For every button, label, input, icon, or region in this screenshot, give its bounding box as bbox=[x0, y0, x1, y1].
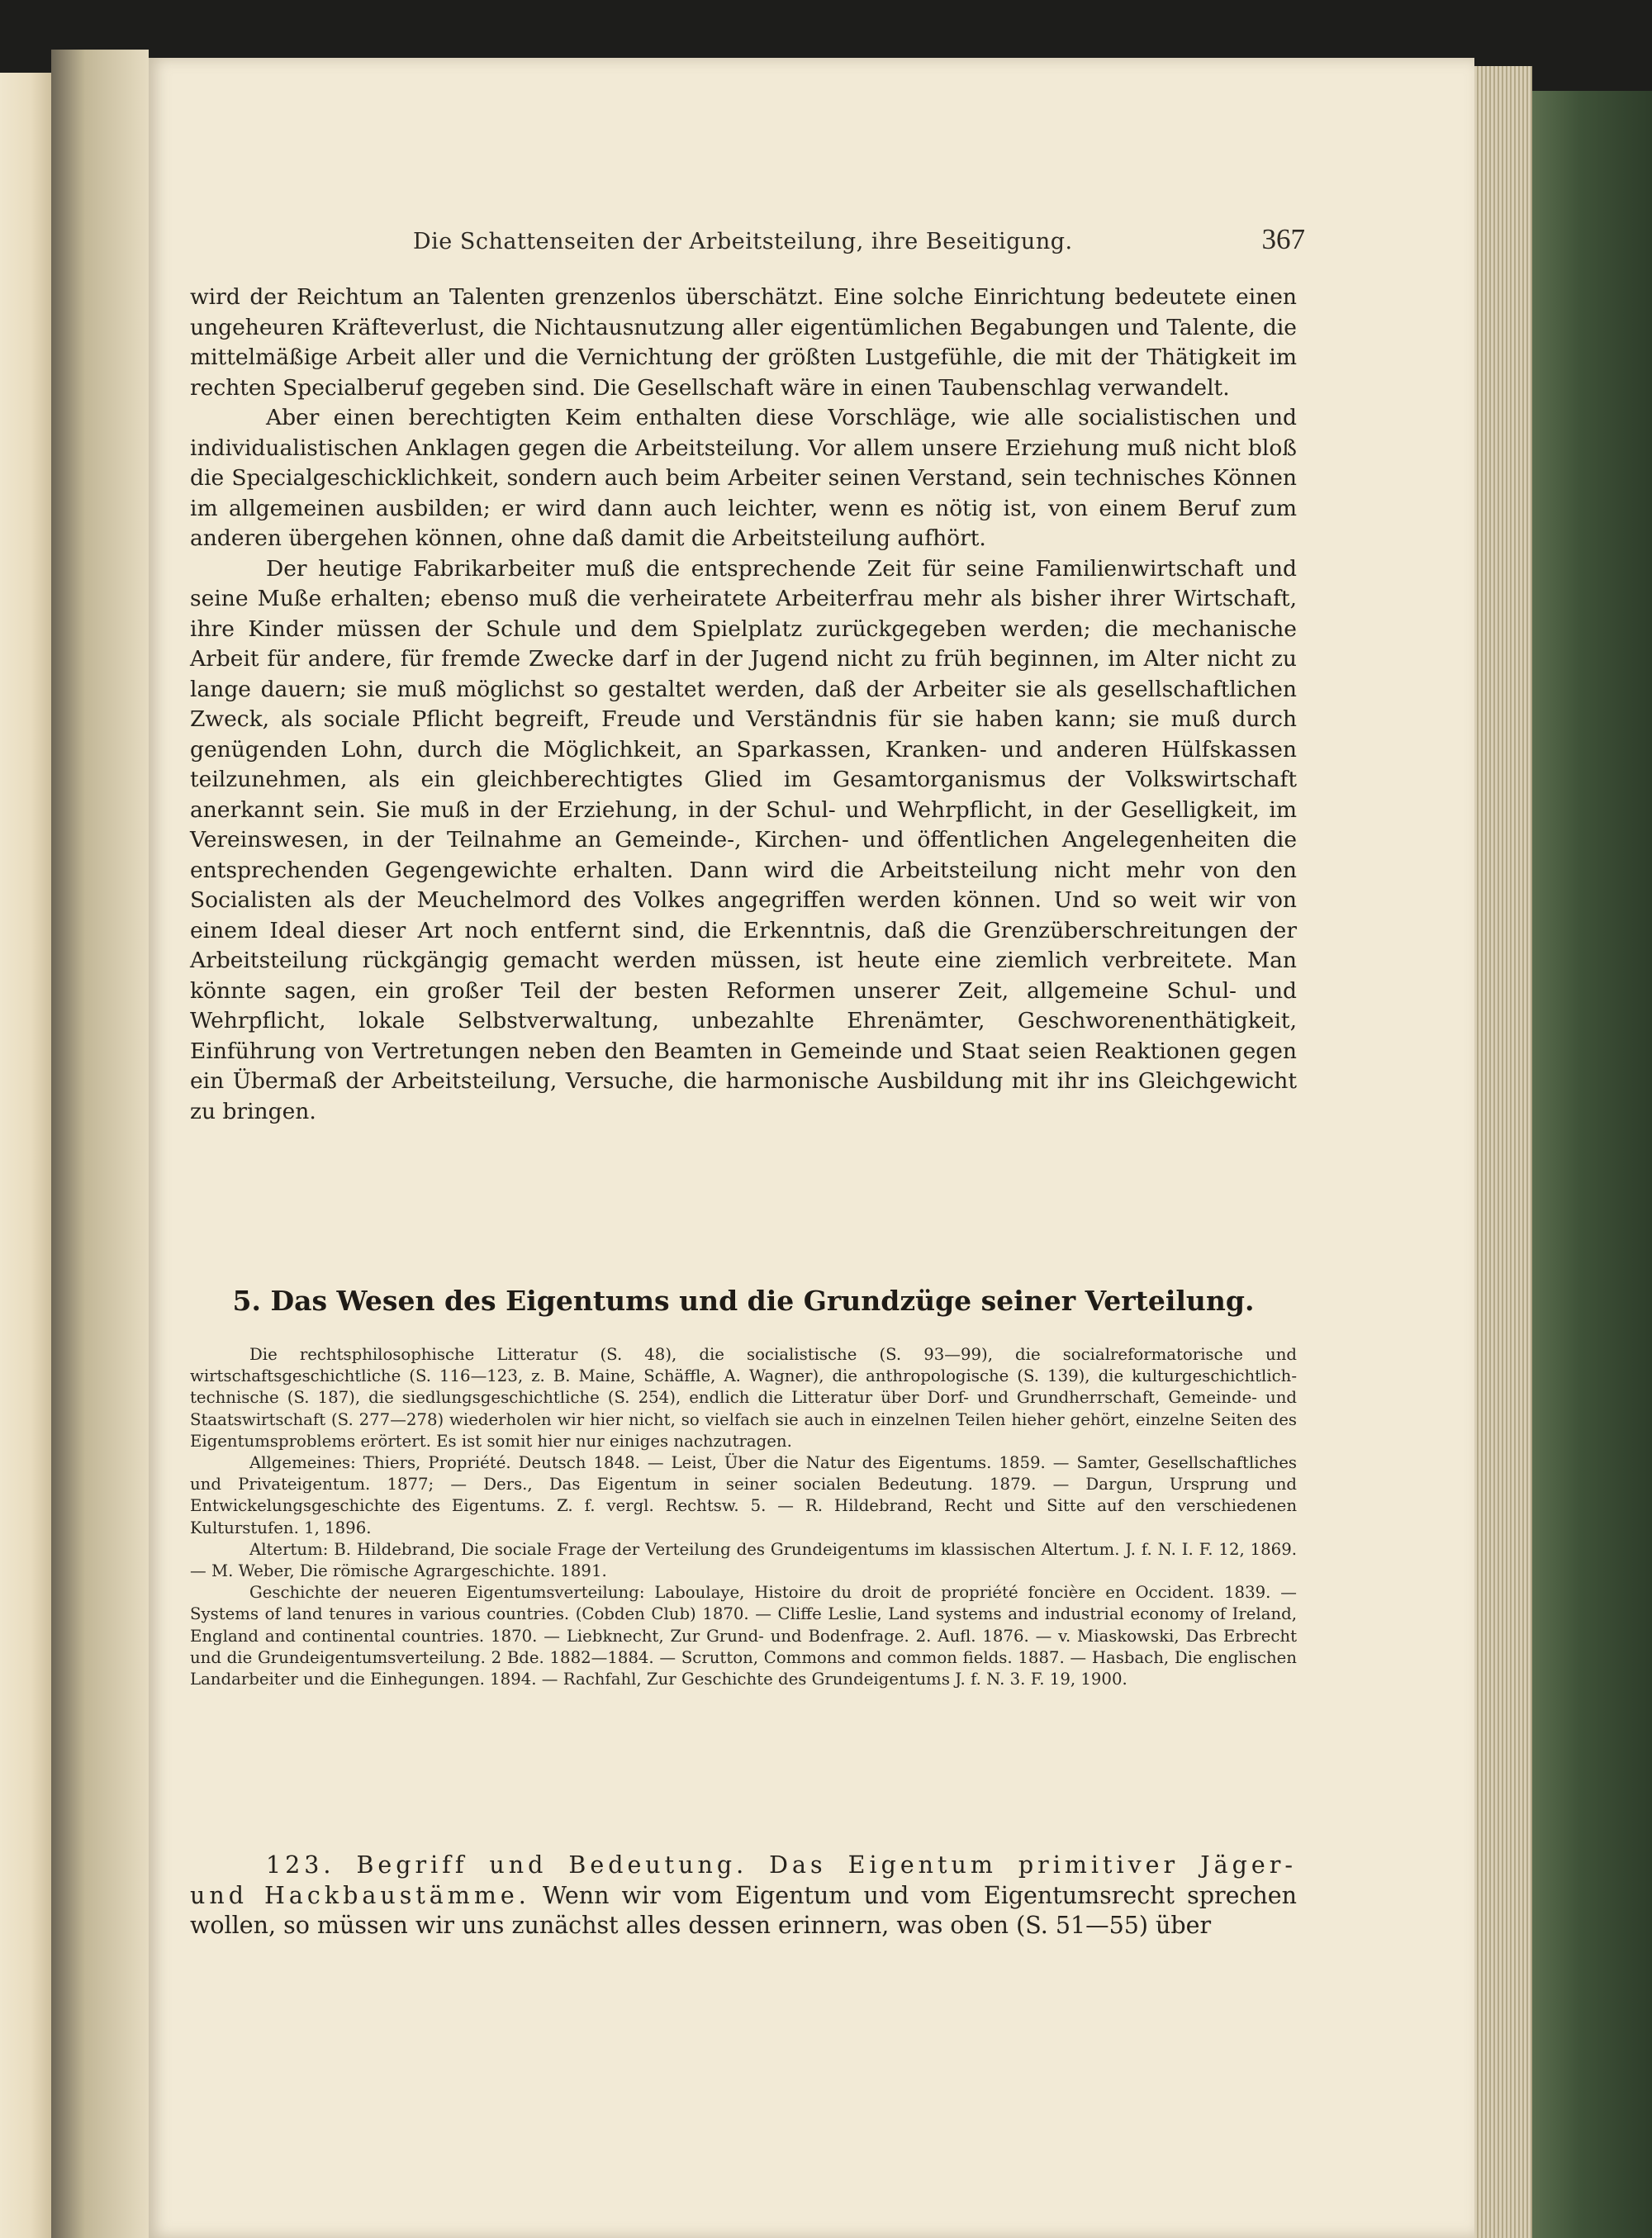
bibliography bbox=[190, 1344, 1297, 1690]
bibliography-entry: Altertum: B. Hildebrand, Die sociale Frage der Verteilung des Grundeigentums im klassischen Altertum. J. f. N. I. F. 12, 1869. — M. Weber, Die römische Agrargeschichte. 1891. bbox=[190, 1539, 1297, 1581]
paragraph-text: Wenn wir vom Eigentum und vom Eigentumsrecht sprechen wollen, so müssen wir uns zunächst alles dessen erinnern, was oben (S. 51—55) über bbox=[190, 1881, 1297, 1939]
main-text bbox=[190, 283, 1297, 1127]
running-header bbox=[413, 223, 1305, 256]
bibliography-entry: Die rechtsphilosophische Litteratur (S. 48), die socialistische (S. 93—99), die socialreformatorische und wirtschaftsgeschichtliche (S. 116—123, z. B. Maine, Schäffle, A. Wagner), die anthropologische (S. 139), die kulturgeschichtlich-technische (S. 187), die siedlungsgeschichtliche (S. 254), endlich die Litteratur über Dorf- und Grundherrschaft, Gemeinde- und Staatswirtschaft (S. 277—278) wiederholen wir hier nicht, so vielfach sie auch in einzelnen Teilen hieher gehört, einzelne Seiten des Eigentumsproblems erörtert. Es ist somit hier nur einiges nachzutragen. bbox=[190, 1345, 1297, 1451]
section-heading: 5. Das Wesen des Eigentums und die Grundzüge seiner Verteilung. bbox=[232, 1285, 1255, 1317]
page-number: 367 bbox=[1261, 223, 1305, 255]
bibliography-entry: Allgemeines: Thiers, Propriété. Deutsch 1848. — Leist, Über die Natur des Eigentums. 1859. — Samter, Gesellschaftliches und Privateigentum. 1877; — Ders., Das Eigentum in seiner socialen Bedeutung. 1879. — Dargun, Ursprung und Entwickelungsgeschichte des Eigentums. Z. f. vergl. Rechtsw. 5. — R. Hildebrand, Recht und Sitte auf den verschiedenen Kulturstufen. 1, 1896. bbox=[190, 1453, 1297, 1537]
running-title: Die Schattenseiten der Arbeitsteilung, ihre Beseitigung. bbox=[413, 229, 1073, 254]
paragraph: Der heutige Fabrikarbeiter muß die entsprechende Zeit für seine Familienwirtschaft und seine Muße erhalten; ebenso muß die verheiratete Arbeiterfrau mehr als bisher ihrer Wirtschaft, ihre Kinder müssen der Schule und dem Spielplatz zurückgegeben werden; die mechanische Arbeit für andere, für fremde Zwecke darf in der Jugend nicht zu früh beginnen, im Alter nicht zu lange dauern; sie muß möglichst so gestaltet werden, daß der Arbeiter sie als gesellschaftlichen Zweck, als sociale Pflicht begreift, Freude und Verständnis für sie haben kann; sie muß durch genügenden Lohn, durch die Möglichkeit, an Sparkassen, Kranken- und anderen Hülfskassen teilzunehmen, als ein gleichberechtigtes Glied im Gesamtorganismus der Volkswirtschaft anerkannt sein. Sie muß in der Erziehung, in der Schul- und Wehrpflicht, in der Geselligkeit, im Vereinswesen, in der Teilnahme an Gemeinde-, Kirchen- und öffentlichen Angelegenheiten die entsprechenden Gegengewichte erhalten. Dann wird die Arbeitsteilung nicht mehr von den Socialisten als der Meuchelmord des Volkes angegriffen werden können. Und so weit wir von einem Ideal dieser Art noch entfernt sind, die Erkenntnis, daß die Grenzüberschreitungen der Arbeitsteilung rückgängig gemacht werden müssen, ist heute eine ziemlich verbreitete. Man könnte sagen, ein großer Teil der besten Reformen unserer Zeit, allgemeine Schul- und Wehrpflicht, lokale Selbstverwaltung, unbezahlte Ehrenämter, Geschworenenthätigkeit, Einführung von Vertretungen neben den Beamten in Gemeinde und Staat seien Reaktionen gegen ein Übermaß der Arbeitsteilung, Versuche, die harmonische Ausbildung mit ihr ins Gleichgewicht zu bringen. bbox=[190, 555, 1297, 1124]
book-cover bbox=[1532, 91, 1652, 2238]
paragraph: Aber einen berechtigten Keim enthalten diese Vorschläge, wie alle socialistischen und individualistischen Anklagen gegen die Arbeitsteilung. Vor allem unsere Erziehung muß nicht bloß die Specialgeschicklichkeit, sondern auch beim Arbeiter seinen Verstand, sein technisches Können im allgemeinen ausbilden; er wird dann auch leichter, wenn es nötig ist, von einem Beruf zum anderen übergehen können, ohne daß damit die Arbeitsteilung aufhört. bbox=[190, 405, 1297, 551]
paragraph: wird der Reichtum an Talenten grenzenlos überschätzt. Eine solche Einrichtung bedeutete einen ungeheuren Kräfteverlust, die Nichtausnutzung aller eigentümlichen Begabungen und Talente, die mittelmäßige Arbeit aller und die Vernichtung der größten Lustgefühle, die mit der Thätigkeit im rechten Specialberuf gegeben sind. Die Gesellschaft wäre in einen Taubenschlag verwandelt. bbox=[190, 284, 1297, 401]
page-stack-edges bbox=[1474, 66, 1532, 2238]
book-gutter bbox=[51, 50, 149, 2238]
paragraph-label: 123. Begriff und Bedeutung. Das Eigentum primitiver Jäger- und Hackbaustämme. bbox=[190, 1851, 1297, 1909]
paragraph-123 bbox=[190, 1851, 1297, 1941]
left-page-edge bbox=[0, 73, 51, 2238]
bibliography-entry: Geschichte der neueren Eigentumsverteilung: Laboulaye, Histoire du droit de propriété foncière en Occident. 1839. — Systems of land tenures in various countries. (Cobden Club) 1870. — Cliffe Leslie, Land systems and industrial economy of Ireland, England and continental countries. 1870. — Liebknecht, Zur Grund- und Bodenfrage. 2. Aufl. 1876. — v. Miaskowski, Das Erbrecht und die Grundeigentumsverteilung. 2 Bde. 1882—1884. — Scrutton, Commons and common fields. 1887. — Hasbach, Die englischen Landarbeiter und die Einhegungen. 1894. — Rachfahl, Zur Geschichte des Grundeigentums J. f. N. 3. F. 19, 1900. bbox=[190, 1583, 1297, 1689]
